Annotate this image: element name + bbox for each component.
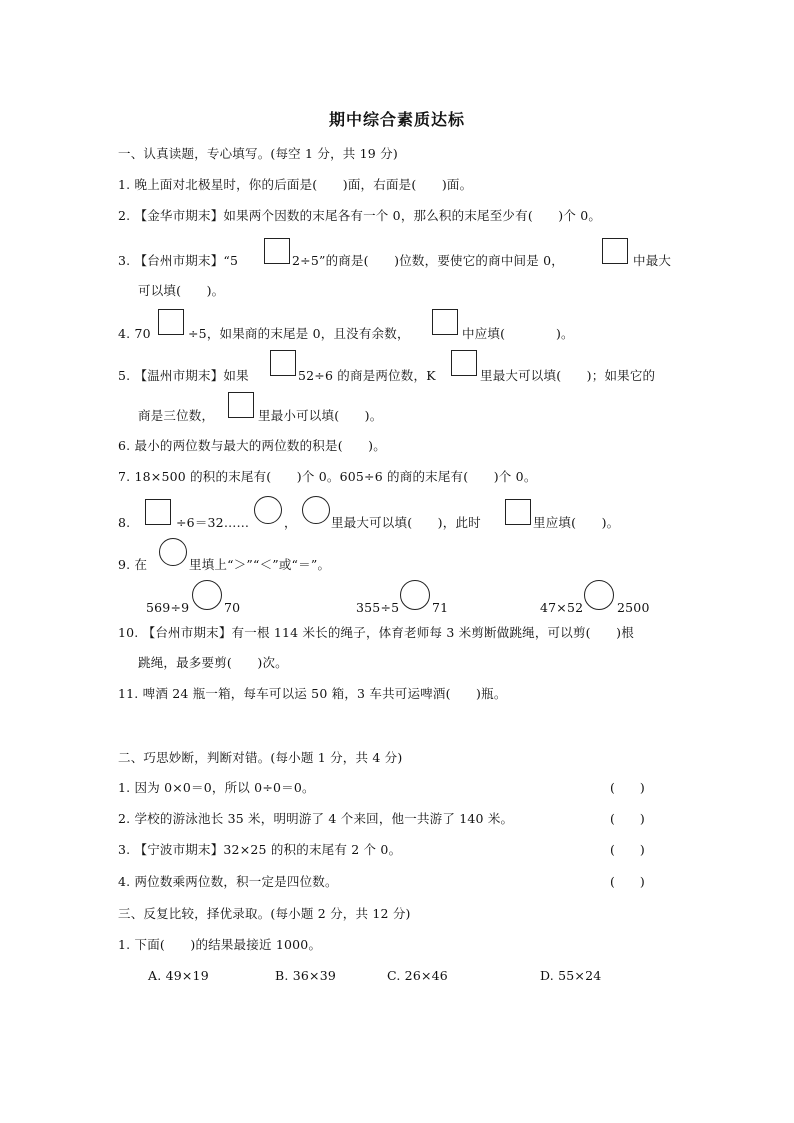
compare-left: 569÷9 [146,600,190,615]
question-1-8-part-a: ÷6＝32…… [176,515,250,530]
answer-parentheses[interactable]: ( ) [610,811,645,826]
judge-item: 4. 两位数乘两位数，积一定是四位数。 [118,874,338,889]
compare-right: 70 [224,600,241,615]
question-1-10-line-2: 跳绳，最多要剪( )次。 [138,655,288,670]
question-1-5-part-e: 里最小可以填( )。 [258,408,383,423]
answer-parentheses[interactable]: ( ) [610,842,645,857]
answer-circle[interactable] [584,580,614,610]
page-title: 期中综合素质达标 [328,110,465,129]
question-1-10-line-1: 10. 【台州市期末】有一根 114 米长的绳子，体育老师每 3 米剪断做跳绳，可以剪( )根 [118,625,634,640]
answer-circle[interactable] [302,496,330,524]
section2-heading: 二、巧思妙断，判断对错。(每小题 1 分，共 4 分) [118,750,403,765]
option-d[interactable]: D. 55×24 [540,968,602,983]
compare-right: 2500 [617,600,650,615]
answer-circle[interactable] [159,538,187,566]
question-1-8-part-b: ， [284,515,297,530]
compare-left: 47×52 [540,600,584,615]
question-1-5-part-c: 里最大可以填( )；如果它的 [480,368,656,383]
judge-item: 2. 学校的游泳池长 35 米，明明游了 4 个来回，他一共游了 140 米。 [118,811,514,826]
answer-box[interactable] [145,499,171,525]
question-1-3-part-d: 可以填( )。 [138,283,225,298]
question-1-5-part-b: 52÷6 的商是两位数，K [298,368,436,383]
answer-parentheses[interactable]: ( ) [610,874,645,889]
question-1-9-part-b: 里填上“＞”“＜”或“＝”。 [189,557,331,572]
answer-circle[interactable] [254,496,282,524]
question-1-6: 6. 最小的两位数与最大的两位数的积是( )。 [118,438,386,453]
section3-heading: 三、反复比较，择优录取。(每小题 2 分，共 12 分) [118,906,411,921]
option-a[interactable]: A. 49×19 [148,968,209,983]
answer-box[interactable] [505,499,531,525]
answer-box[interactable] [432,309,458,335]
compare-left: 355÷5 [356,600,400,615]
question-1-11: 11. 啤酒 24 瓶一箱，每车可以运 50 箱，3 车共可运啤酒( )瓶。 [118,686,507,701]
answer-circle[interactable] [400,580,430,610]
compare-right: 71 [432,600,449,615]
question-1-8-part-c: 里最大可以填( )，此时 [331,515,481,530]
question-1-7: 7. 18×500 的积的末尾有( )个 0。605÷6 的商的末尾有( )个 0。 [118,469,537,484]
judge-item: 3. 【宁波市期末】32×25 的积的末尾有 2 个 0。 [118,842,402,857]
question-1-5-part-a: 5. 【温州市期末】如果 [118,368,249,383]
answer-box[interactable] [270,350,296,376]
answer-box[interactable] [264,238,290,264]
question-1-4-part-a: 4. 70 [118,326,151,341]
question-1-8-number: 8. [118,515,131,530]
question-1-9-part-a: 9. 在 [118,557,148,572]
question-1-2: 2. 【金华市期末】如果两个因数的末尾各有一个 0，那么积的末尾至少有( )个 0。 [118,208,602,223]
option-c[interactable]: C. 26×46 [387,968,448,983]
section1-heading: 一、认真读题，专心填写。(每空 1 分，共 19 分) [118,146,398,161]
answer-box[interactable] [451,350,477,376]
answer-circle[interactable] [192,580,222,610]
answer-box[interactable] [228,392,254,418]
answer-box[interactable] [602,238,628,264]
judge-item: 1. 因为 0×0＝0，所以 0÷0＝0。 [118,780,315,795]
question-1-8-part-d: 里应填( )。 [533,515,620,530]
question-1-1: 1. 晚上面对北极星时，你的后面是( )面，右面是( )面。 [118,177,473,192]
option-b[interactable]: B. 36×39 [275,968,337,983]
question-1-4-part-c: 中应填( )。 [462,326,574,341]
answer-box[interactable] [158,309,184,335]
question-1-5-part-d: 商是三位数， [138,408,215,423]
answer-parentheses[interactable]: ( ) [610,780,645,795]
question-1-3-part-b: 2÷5”的商是( )位数，要使它的商中间是 0， [292,253,564,268]
question-3-1: 1. 下面( )的结果最接近 1000。 [118,937,322,952]
question-1-4-part-b: ÷5，如果商的末尾是 0，且没有余数， [188,326,410,341]
question-1-3-part-a: 3. 【台州市期末】“5 [118,253,239,268]
question-1-3-part-c: 中最大 [633,253,672,268]
